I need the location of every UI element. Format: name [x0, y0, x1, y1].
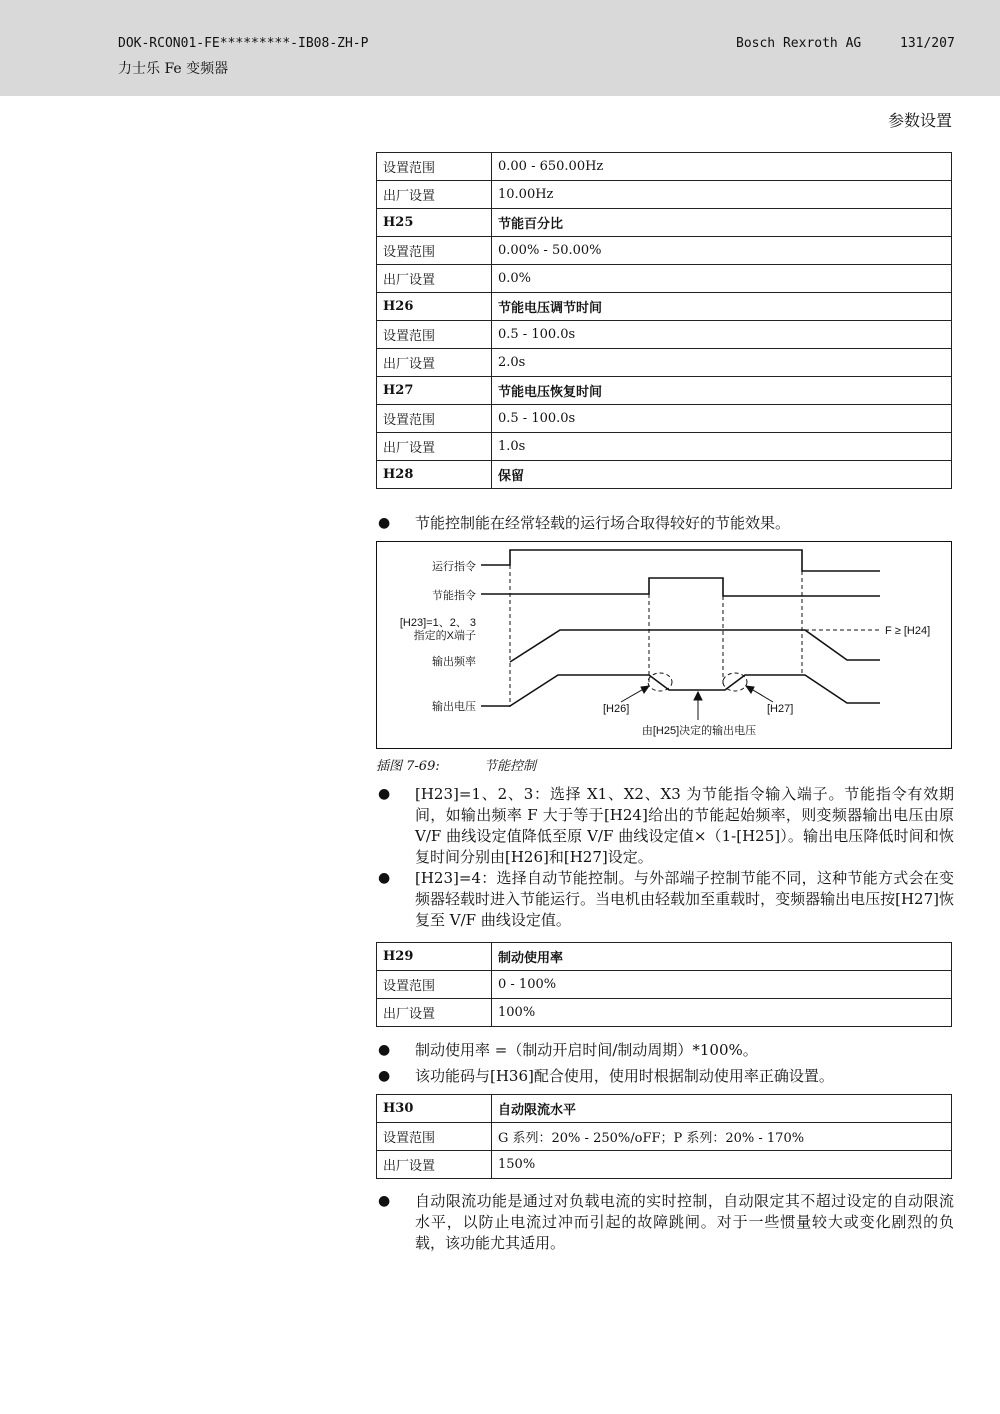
parameter-table-h30 [376, 1094, 952, 1179]
bullet-dot-icon: ● [378, 786, 391, 802]
row-label: 设置范围 [377, 153, 492, 181]
bullet-h23-auto [378, 868, 954, 931]
label-save-command: 节能指令 [432, 590, 476, 602]
param-name: 节能电压调节时间 [492, 293, 952, 321]
row-value: 1.0s [492, 433, 952, 461]
company-name: Bosch Rexroth AG [736, 36, 862, 51]
bullet-text: 节能控制能在经常轻载的运行场合取得较好的节能效果。 [415, 514, 791, 532]
bullet-brake-rate [378, 1040, 954, 1061]
row-value: 0.00 - 650.00Hz [492, 153, 952, 181]
bullet-text: 该功能码与[H36]配合使用，使用时根据制动使用率正确设置。 [415, 1067, 834, 1085]
row-label: 设置范围 [377, 1123, 492, 1151]
h26-arrowhead-icon [641, 686, 649, 693]
param-name: 节能电压恢复时间 [492, 377, 952, 405]
bullet-dot-icon: ● [378, 870, 391, 886]
param-code: H28 [377, 461, 492, 489]
param-name: 节能百分比 [492, 209, 952, 237]
bullet-text: [H23]=4：选择自动节能控制。与外部端子控制节能不同，这种节能方式会在变频器轻载时进入节能运行。当电机由轻载加至重载时，变频器输出电压按[H27]恢复至 V/F 曲线设定值。 [415, 869, 954, 929]
bullet-text: 自动限流功能是通过对负载电流的实时控制，自动限定其不超过设定的自动限流水平，以防止电流过冲而引起的故障跳闸。对于一些惯量较大或变化剧烈的负载，该功能尤其适用。 [415, 1192, 954, 1252]
bullet-dot-icon: ● [378, 515, 391, 531]
row-label: 设置范围 [377, 971, 492, 999]
label-x-terminal-line1: [H23]=1、2、 3 [399, 617, 476, 629]
row-label: 出厂设置 [377, 265, 492, 293]
page-header [0, 0, 1000, 96]
table-row [377, 999, 952, 1027]
row-label: 出厂设置 [377, 999, 492, 1027]
label-output-frequency: 输出频率 [432, 656, 476, 668]
param-code: H27 [377, 377, 492, 405]
bullet-text: 制动使用率 =（制动开启时间/制动周期）*100%。 [415, 1041, 758, 1059]
table-row [377, 181, 952, 209]
param-code: H25 [377, 209, 492, 237]
row-value: 0.0% [492, 265, 952, 293]
parameter-table-h29 [376, 942, 952, 1027]
label-h27: [H27] [767, 703, 794, 715]
run-command-signal [481, 550, 880, 571]
table-row [377, 349, 952, 377]
table-row-param-head [377, 943, 952, 971]
page-number: 131/207 [900, 36, 955, 51]
table-row [377, 1123, 952, 1151]
param-name: 制动使用率 [492, 943, 952, 971]
row-value: 150% [492, 1151, 952, 1179]
param-name: 保留 [492, 461, 952, 489]
h27-arrowhead-icon [746, 686, 754, 693]
table-row-param-head [377, 293, 952, 321]
label-x-terminal-line2: 指定的X端子 [413, 630, 476, 642]
row-value: 0.5 - 100.0s [492, 405, 952, 433]
table-row [377, 153, 952, 181]
param-code: H30 [377, 1095, 492, 1123]
label-run-command: 运行指令 [432, 561, 476, 573]
table-row-param-head [377, 209, 952, 237]
table-row [377, 433, 952, 461]
h25-arrowhead-icon [694, 692, 702, 700]
table-row-param-head [377, 1095, 952, 1123]
table-row-param-head [377, 461, 952, 489]
row-label: 设置范围 [377, 237, 492, 265]
document-id: DOK-RCON01-FE*********-IB08-ZH-P [118, 36, 369, 51]
output-voltage-curve [481, 675, 880, 706]
label-output-voltage: 输出电压 [432, 701, 476, 713]
row-label: 出厂设置 [377, 1151, 492, 1179]
bullet-h36 [378, 1066, 954, 1087]
row-value: 0.5 - 100.0s [492, 321, 952, 349]
row-label: 出厂设置 [377, 433, 492, 461]
table-row [377, 971, 952, 999]
output-frequency-curve [510, 630, 880, 662]
bullet-energy-saving [378, 513, 954, 534]
figure-title: 节能控制 [484, 759, 537, 774]
row-value: 0.00% - 50.00% [492, 237, 952, 265]
row-value: G 系列：20% - 250%/oFF；P 系列：20% - 170% [492, 1123, 952, 1151]
bullet-text: [H23]=1、2、3：选择 X1、X2、X3 为节能指令输入端子。节能指令有效期间，如输出频率 F 大于等于[H24]给出的节能起始频率，则变频器输出电压由原 V/F 曲线设定值降低至原 V/F 曲线设定值×（1-[H25]）。输出电压降低时间和恢复时间分别由[H26]和[H27]设定。 [415, 785, 954, 866]
table-row [377, 321, 952, 349]
section-title: 参数设置 [887, 111, 952, 130]
energy-saving-timing-diagram [376, 541, 952, 749]
bullet-dot-icon: ● [378, 1193, 391, 1209]
row-label: 设置范围 [377, 405, 492, 433]
table-row [377, 237, 952, 265]
row-value: 0 - 100% [492, 971, 952, 999]
label-f-ge-h24: F ≥ [H24] [885, 625, 931, 637]
row-label: 出厂设置 [377, 349, 492, 377]
param-name: 自动限流水平 [492, 1095, 952, 1123]
label-h25-voltage: 由[H25]决定的输出电压 [641, 725, 757, 737]
parameter-table-h24-h28 [376, 152, 952, 489]
product-name: 力士乐 Fe 变频器 [118, 61, 229, 77]
timing-diagram-svg [377, 542, 950, 747]
row-label: 设置范围 [377, 321, 492, 349]
row-value: 10.00Hz [492, 181, 952, 209]
param-code: H26 [377, 293, 492, 321]
param-code: H29 [377, 943, 492, 971]
bullet-auto-current-limit [378, 1191, 954, 1254]
row-value: 2.0s [492, 349, 952, 377]
bullet-dot-icon: ● [378, 1068, 391, 1084]
table-row [377, 1151, 952, 1179]
bullet-h23-terminal [378, 784, 954, 868]
label-h26: [H26] [603, 703, 630, 715]
h26-transition-marker [648, 673, 672, 691]
row-value: 100% [492, 999, 952, 1027]
save-command-signal [481, 578, 880, 596]
table-row [377, 405, 952, 433]
table-row-param-head [377, 377, 952, 405]
row-label: 出厂设置 [377, 181, 492, 209]
bullet-dot-icon: ● [378, 1042, 391, 1058]
table-row [377, 265, 952, 293]
figure-number: 插图 7-69: [376, 759, 440, 774]
